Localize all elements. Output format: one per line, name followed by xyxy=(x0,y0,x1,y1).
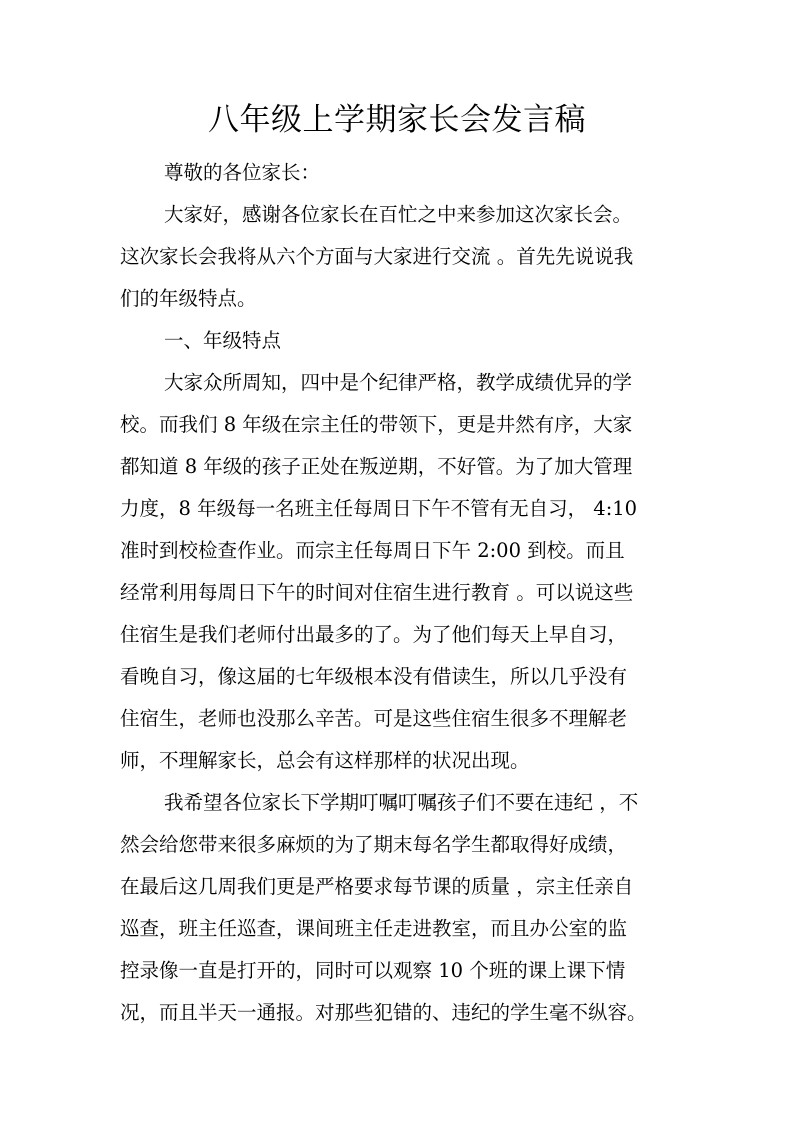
paragraph-line: 住宿生，老师也没那么辛苦。可是这些住宿生很多不理解老 xyxy=(120,707,628,730)
section-heading: 一、年级特点 xyxy=(164,329,282,352)
paragraph-line: 控录像一直是打开的，同时可以观察 10 个班的课上课下情 xyxy=(120,959,626,982)
paragraph-line: 大家众所周知，四中是个纪律严格，教学成绩优异的学 xyxy=(164,371,633,394)
paragraph-line: 看晚自习，像这届的七年级根本没有借读生，所以几乎没有 xyxy=(120,665,628,688)
document-title: 八年级上学期家长会发言稿 xyxy=(208,102,586,138)
paragraph-line: 经常利用每周日下午的时间对住宿生进行教育 。可以说这些 xyxy=(120,581,634,604)
salutation-line: 尊敬的各位家长： xyxy=(164,161,321,184)
document-body xyxy=(120,152,680,1034)
paragraph-line: 师，不理解家长，总会有这样那样的状况出现。 xyxy=(120,749,530,772)
paragraph-line: 况，而且半天一通报。对那些犯错的、违纪的学生毫不纵容。 xyxy=(120,1001,647,1024)
paragraph-line: 都知道 8 年级的孩子正处在叛逆期，不好管。为了加大管理 xyxy=(120,455,633,478)
paragraph-line: 这次家长会我将从六个方面与大家进行交流 。首先先说说我 xyxy=(120,245,634,268)
paragraph-line: 我希望各位家长下学期叮嘱叮嘱孩子们不要在违纪 ，不 xyxy=(164,791,639,814)
paragraph-line: 巡查，班主任巡查，课间班主任走进教室，而且办公室的监 xyxy=(120,917,628,940)
paragraph-line: 校。而我们 8 年级在宗主任的带领下，更是井然有序，大家 xyxy=(120,413,633,436)
paragraph-line: 们的年级特点。 xyxy=(120,287,257,310)
paragraph-line: 然会给您带来很多麻烦的为了期末每名学生都取得好成绩， xyxy=(120,833,628,856)
paragraph-line: 在最后这几周我们更是严格要求每节课的质量 ，宗主任亲自 xyxy=(120,875,634,898)
paragraph-line: 大家好，感谢各位家长在百忙之中来参加这次家长会。 xyxy=(164,203,633,226)
paragraph-line: 力度，8 年级每一名班主任每周日下午不管有无自习， 4:10 xyxy=(120,497,638,520)
paragraph-line: 住宿生是我们老师付出最多的了。为了他们每天上早自习， xyxy=(120,623,628,646)
paragraph-line: 准时到校检查作业。而宗主任每周日下午 2:00 到校。而且 xyxy=(120,539,625,562)
